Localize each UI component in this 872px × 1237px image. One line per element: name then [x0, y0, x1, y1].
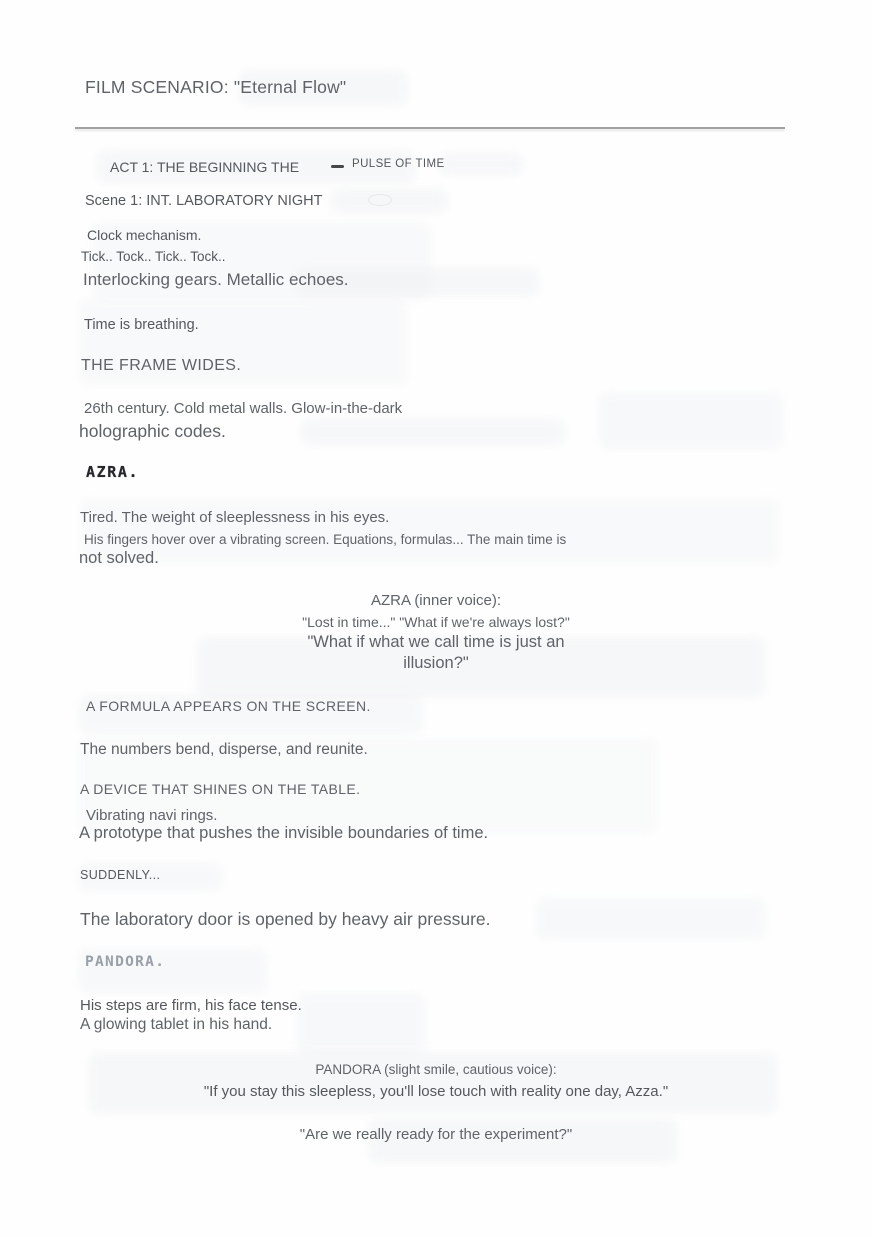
document-title: FILM SCENARIO: "Eternal Flow" [85, 77, 347, 97]
noise-blotch [80, 498, 780, 564]
action-line: 26th century. Cold metal walls. Glow-in-the-dark [84, 400, 403, 417]
noise-blotch [536, 898, 766, 940]
noise-blotch [438, 152, 524, 176]
scene-event: A FORMULA APPEARS ON THE SCREEN. [86, 698, 371, 714]
ghost-oval-mark [368, 194, 392, 206]
action-line: The laboratory door is opened by heavy air pressure. [80, 909, 491, 929]
noise-blotch [296, 993, 426, 1055]
action-line: Time is breathing. [84, 317, 199, 333]
transition-line: SUDDENLY... [80, 868, 161, 882]
camera-direction: THE FRAME WIDES. [81, 357, 242, 374]
action-line: holographic codes. [79, 421, 226, 441]
dialogue-cue-pandora: PANDORA (slight smile, cautious voice): [315, 1062, 557, 1077]
dialogue-line: "What if what we call time is just an [307, 633, 565, 651]
noise-blotch [598, 392, 783, 450]
dialogue-line: "Are we really ready for the experiment?" [299, 1126, 573, 1143]
dialogue-line: "Lost in time..." "What if we're always lost?" [302, 614, 570, 630]
dash-icon [331, 165, 344, 168]
noise-blotch [300, 418, 565, 446]
dialogue-line: illusion?" [403, 654, 469, 672]
sound-line: Tick.. Tock.. Tick.. Tock.. [81, 249, 226, 264]
dialogue-line: "If you stay this sleepless, you'll lose touch with reality one day, Azza." [203, 1083, 669, 1100]
action-line: His fingers hover over a vibrating screen. Equations, formulas... The main time is [84, 532, 567, 547]
act-subheading: PULSE OF TIME [352, 158, 445, 170]
character-stamp-pandora: PANDORA. [85, 954, 166, 970]
action-line: A prototype that pushes the invisible boundaries of time. [79, 824, 489, 842]
action-line: Vibrating navi rings. [86, 807, 218, 824]
horizontal-rule [75, 127, 785, 129]
action-line: Clock mechanism. [87, 227, 202, 243]
action-line: The numbers bend, disperse, and reunite. [80, 741, 368, 758]
dialogue-cue-azra: AZRA (inner voice): [370, 592, 502, 609]
action-line: Tired. The weight of sleeplessness in his eyes. [80, 509, 390, 526]
character-stamp-azra: AZRA. [86, 463, 140, 481]
scene-heading: Scene 1: INT. LABORATORY NIGHT [85, 193, 323, 209]
action-line: A glowing tablet in his hand. [80, 1016, 273, 1033]
scene-event: A DEVICE THAT SHINES ON THE TABLE. [80, 781, 361, 797]
act-heading: ACT 1: THE BEGINNING THE [110, 159, 300, 175]
action-line: His steps are firm, his face tense. [80, 997, 302, 1014]
action-line: Interlocking gears. Metallic echoes. [83, 270, 349, 289]
action-line: not solved. [79, 549, 159, 567]
